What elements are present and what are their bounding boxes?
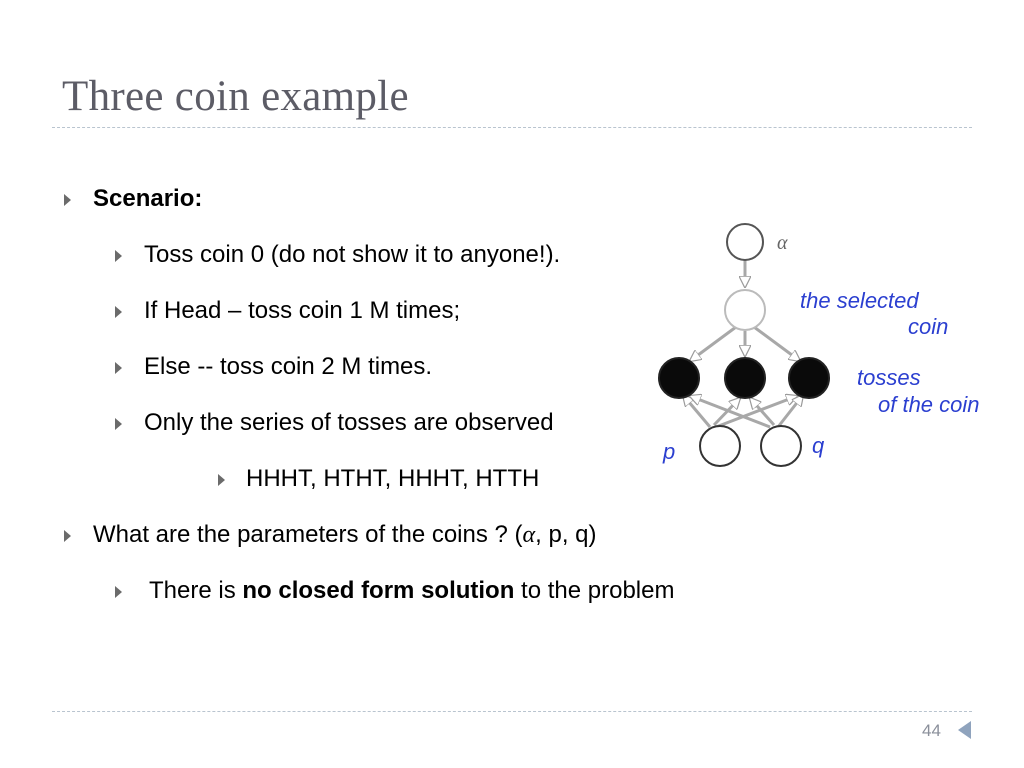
bullet-marker bbox=[115, 586, 122, 598]
tosses-label-line2: of the coin bbox=[878, 392, 980, 417]
p-node bbox=[700, 426, 740, 466]
parameters-question bbox=[93, 521, 597, 549]
observed-sequences: HHHT, HTHT, HHHT, HTTH bbox=[246, 465, 540, 492]
p-label: p bbox=[663, 439, 676, 464]
bullet-marker bbox=[115, 306, 122, 318]
three-coin-diagram bbox=[650, 215, 1010, 475]
toss-node-2 bbox=[725, 358, 765, 398]
bullet-marker bbox=[64, 530, 71, 542]
edge-selected-to-toss1 bbox=[690, 327, 736, 361]
scenario-step-2: If Head – toss coin 1 M times; bbox=[144, 297, 461, 324]
page-number: 44 bbox=[922, 721, 941, 740]
bullet-marker bbox=[64, 194, 71, 206]
alpha-symbol: α bbox=[522, 522, 536, 548]
previous-slide-arrow-icon[interactable] bbox=[958, 721, 971, 739]
scenario-step-1: Toss coin 0 (do not show it to anyone!). bbox=[144, 241, 561, 268]
no-closed-form-note bbox=[149, 577, 674, 605]
toss-node-1 bbox=[659, 358, 699, 398]
q-node bbox=[761, 426, 801, 466]
toss-node-3 bbox=[789, 358, 829, 398]
scenario-step-3: Else -- toss coin 2 M times. bbox=[144, 353, 433, 380]
q-label: q bbox=[812, 433, 825, 458]
selected-coin-label-line2: coin bbox=[908, 314, 949, 339]
edge-selected-to-toss3 bbox=[754, 327, 800, 361]
selected-coin-node bbox=[725, 290, 765, 330]
slide-title: Three coin example bbox=[62, 73, 409, 120]
selected-coin-label-line1: the selected bbox=[800, 288, 919, 313]
bullet-marker bbox=[218, 474, 225, 486]
scenario-heading: Scenario: bbox=[93, 185, 203, 212]
question-prefix: What are the parameters of the coins ? ( bbox=[93, 521, 523, 548]
bullet-marker bbox=[115, 418, 122, 430]
alpha-label: α bbox=[777, 232, 788, 254]
tosses-label-line1: tosses bbox=[857, 365, 921, 390]
title-divider bbox=[52, 127, 972, 128]
answer-emphasis: no closed form solution bbox=[242, 577, 515, 604]
answer-prefix: There is bbox=[149, 577, 243, 604]
question-suffix: , p, q) bbox=[535, 521, 597, 548]
answer-suffix: to the problem bbox=[514, 577, 675, 604]
bullet-marker bbox=[115, 250, 122, 262]
alpha-node bbox=[727, 224, 763, 260]
footer-divider bbox=[52, 711, 972, 712]
bullet-marker bbox=[115, 362, 122, 374]
scenario-step-4: Only the series of tosses are observed bbox=[144, 409, 554, 436]
